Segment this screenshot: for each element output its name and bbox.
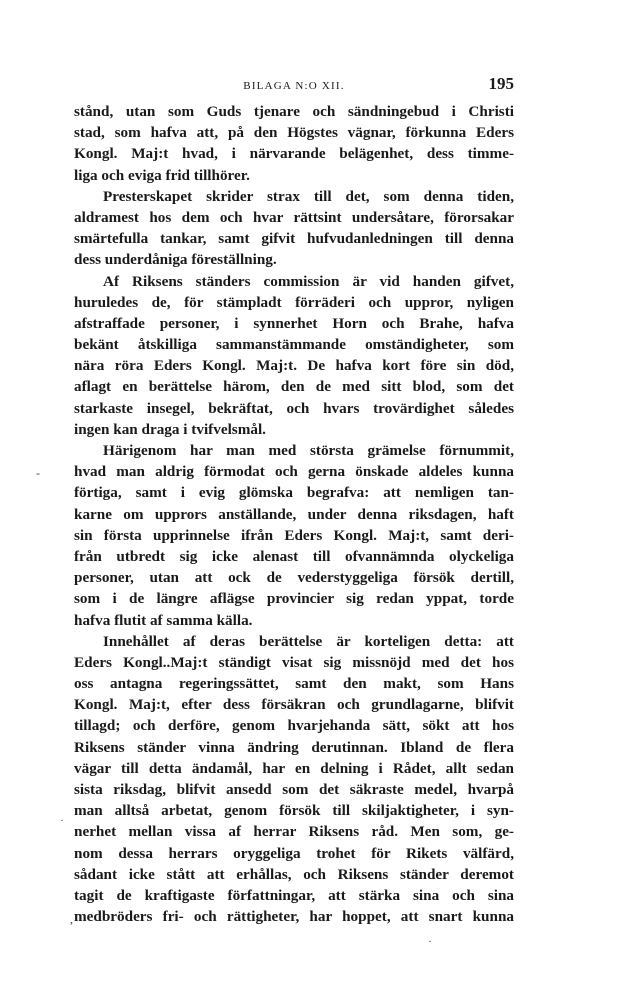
text-line: vägar till detta ändamål, har en delning i Rådet, allt sedan xyxy=(74,759,514,777)
running-head xyxy=(74,74,514,96)
page-number: 195 xyxy=(488,74,514,93)
text-line: man alltså arbetat, genom försök till skiljaktigheter, i syn- xyxy=(74,802,514,820)
margin-mark: · xyxy=(428,934,432,948)
text-line: hvad man aldrig förmodat och gerna önskade aldeles kunna xyxy=(74,463,514,481)
text-line: stad, som hafva att, på den Högstes vägnar, förkunna Eders xyxy=(74,124,514,142)
text-line: sista riksdag, blifvit ansedd som det säkraste medel, hvarpå xyxy=(74,781,514,798)
text-line: som i de längre aflägse provincier sig redan yppat, torde xyxy=(74,590,514,608)
text-line: liga och eviga frid tillhörer. xyxy=(74,166,250,184)
text-line: sådant icke stått att erhållas, och Riksens ständer deremot xyxy=(74,865,514,883)
text-line: Af Riksens ständers commission är vid handen gifvet, xyxy=(103,272,514,290)
text-line: nerhet mellan vissa af herrar Riksens råd. Men som, ge- xyxy=(74,823,514,841)
text-line: förtiga, samt i evig glömska begrafva: att nemligen tan- xyxy=(74,484,514,502)
text-line: stånd, utan som Guds tjenare och sändningebud i Christi xyxy=(74,103,514,120)
margin-mark: - xyxy=(36,466,40,480)
running-title: BILAGA N:O XII. xyxy=(243,80,345,92)
text-line: Härigenom har man med största grämelse förnummit, xyxy=(103,442,514,459)
text-line: smärtefulla tankar, samt gifvit hufvudanledningen till denna xyxy=(74,230,514,248)
text-line: Riksens ständer vinna ändring derutinnan. Ibland de flera xyxy=(74,738,514,756)
text-line: tillagd; och derföre, genom hvarjehanda sätt, sökt att hos xyxy=(74,717,514,735)
text-line: Kongl. Maj:t hvad, i närvarande belägenhet, dess timme- xyxy=(74,145,514,163)
text-line: afstraffade personer, i synnerhet Horn och Brahe, hafva xyxy=(74,314,514,332)
text-line: aldramest hos dem och hvar rättsint undersåtare, förorsakar xyxy=(74,208,514,226)
text-line: dess underdåniga föreställning. xyxy=(74,251,277,269)
text-line: karne om upprors anställande, under denna riksdagen, haft xyxy=(74,505,514,523)
text-line: Presterskapet skrider strax till det, som denna tiden, xyxy=(103,187,514,205)
text-line: Kongl. Maj:t, efter dess försäkran och grundlagarne, blifvit xyxy=(74,696,514,714)
text-line: huruledes de, för stämpladt förräderi och uppror, nyligen xyxy=(74,293,514,311)
text-line: nära röra Eders Kongl. Maj:t. De hafva kort före sin död, xyxy=(74,357,514,375)
text-line: medbröders fri- och rättigheter, har hoppet, att snart kunna xyxy=(74,908,514,926)
text-line: personer, utan att ock de vederstyggeliga försök dertill, xyxy=(74,569,514,587)
text-line: nom dessa herrars oryggeliga trohet för Rikets välfärd, xyxy=(74,844,514,862)
text-line: sin första upprinnelse ifrån Eders Kongl. Maj:t, samt deri- xyxy=(74,526,514,544)
margin-mark: · xyxy=(60,813,64,827)
body-text xyxy=(74,101,514,927)
text-line: starkaste insegel, bekräftat, och hvars trovärdighet således xyxy=(74,399,514,417)
text-line: ingen kan draga i tvifvelsmål. xyxy=(74,420,266,438)
text-line: Eders Kongl..Maj:t ständigt visat sig missnöjd med det hos xyxy=(74,653,514,671)
text-line: Innehållet af deras berättelse är korteligen detta: att xyxy=(103,632,514,650)
text-line: oss antagna regeringssättet, samt den makt, som Hans xyxy=(74,675,514,693)
text-line: från utbredt sig icke alenast till ofvannämnda olyckeliga xyxy=(74,547,514,565)
margin-mark: , xyxy=(70,912,73,926)
text-line: hafva flutit af samma källa. xyxy=(74,611,253,629)
text-line: bekänt åtskilliga sammanstämmande omständigheter, som xyxy=(74,336,514,354)
text-line: aflagt en berättelse härom, den de med sitt blod, som det xyxy=(74,378,514,396)
text-line: tagit de kraftigaste författningar, att stärka sina och sina xyxy=(74,886,514,904)
